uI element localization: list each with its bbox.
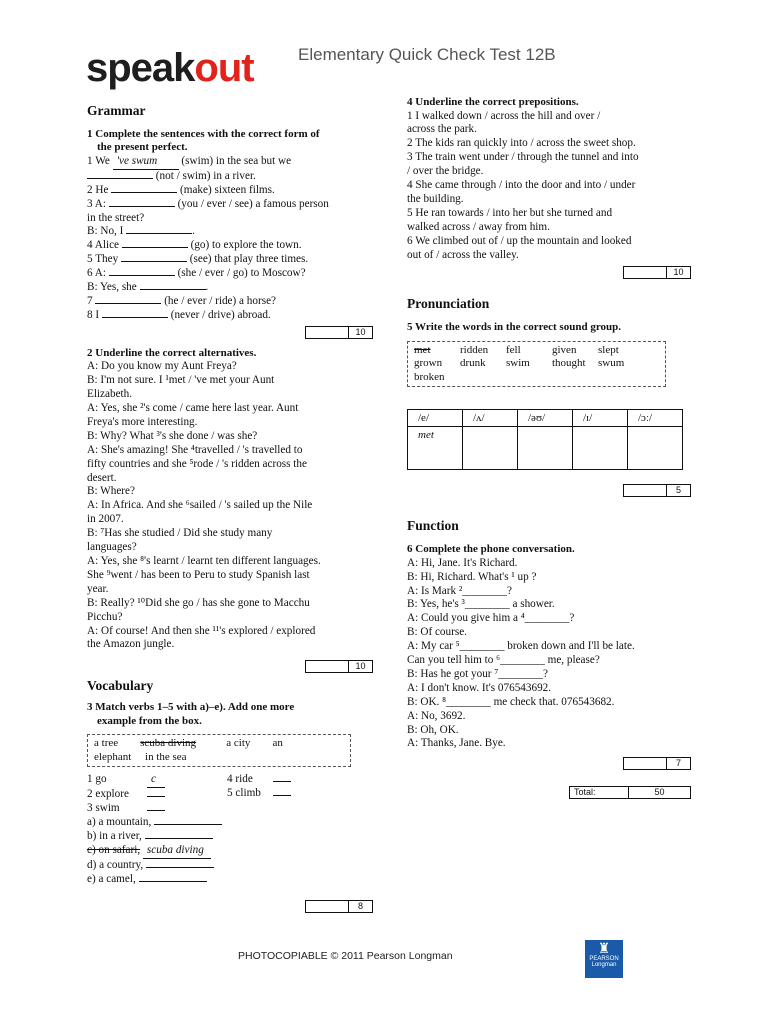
verb-label: 4 ride [227,773,253,786]
ex2-line: A: Of course! And then she ¹¹'s explored / explored [87,624,316,637]
ex3-score: 8 [357,901,363,912]
sound-word: thought [552,357,586,370]
ex6-score-box [623,757,691,770]
ex6-line: A: My car ⁵________ broken down and I'll be late. [407,640,635,653]
line-prefix: 7 [87,294,96,307]
ex4-score: 10 [673,267,684,278]
sound-header: /e/ [408,410,463,427]
ex1-instructions [87,128,372,155]
ex3-instr-b: example from the box. [97,714,202,727]
ex1-score: 10 [355,326,366,337]
ex4-score-box [623,266,691,279]
item-answer: scuba diving [143,844,211,859]
line-prefix: 8 I [87,308,102,321]
verb-answer [273,781,291,782]
right-column [407,96,697,799]
sound-word: drunk [460,357,486,370]
ex2-line: languages? [87,541,137,554]
ex2-line: B: I'm not sure. I ¹met / 've met your Aunt [87,374,275,387]
word-row-3 [414,371,659,385]
sound-table-header [408,410,683,427]
line-prefix: B: Yes, she [87,281,140,294]
ex2-line: Freya's more interesting. [87,415,198,428]
item-label: b) in a river, [87,829,142,842]
ex2-line: A: Do you know my Aunt Freya? [87,360,237,373]
sound-table-row [408,427,683,470]
line-suffix: (go) to explore the town. [187,239,302,252]
ex5-score-box [623,484,691,497]
vocab-item [87,816,372,830]
ex2-line: fifty countries and she ⁵rode / 's ridden across the [87,457,307,470]
line-prefix: 3 A: [87,197,109,210]
logo-out: out [194,46,254,90]
ex2-line: B: Where? [87,485,135,498]
vocabulary-heading: Vocabulary [87,678,154,694]
ex1-line [87,281,372,295]
ex4-line: 4 She came through / into the door and into / under [407,179,636,192]
footer-copyright: PHOTOCOPIABLE © 2011 Pearson Longman [238,950,453,962]
line-prefix: in the street? [87,211,145,224]
line-suffix: (see) that play three times. [186,253,309,266]
item-answer [146,867,214,868]
verbs-list [87,773,372,816]
total-score: 50 [654,787,665,798]
ex4-line: 2 The kids ran quickly into / across the sweet shop. [407,137,636,150]
box-word: in the sea [145,750,187,763]
ex2-line: A: In Africa. And she ⁶sailed / 's sailed up the Nile [87,499,313,512]
ex4-line: 3 The train went under / through the tunnel and into [407,151,639,164]
line-prefix: 2 He [87,183,112,196]
sound-word: ridden [460,343,489,356]
verb-answer [147,810,165,811]
ex6-line: A: I don't know. It's 076543692. [407,681,552,694]
answer-blank [122,247,188,248]
pearson-logo-icon: ♜ [597,940,611,956]
ex2-line: the Amazon jungle. [87,638,175,651]
ex2-line: year. [87,582,109,595]
answer-blank [126,233,192,234]
ex6-line: A: Hi, Jane. It's Richard. [407,556,518,569]
line-prefix: 4 Alice [87,239,122,252]
box-word: a tree [94,737,119,750]
longman-brand: Longman [591,962,617,968]
ex4-line: the building. [407,192,464,205]
sound-word-box [407,341,666,388]
item-answer [139,881,207,882]
ex1-line [87,309,372,323]
line-prefix: B: No, I [87,225,127,238]
box-word: an [272,737,283,750]
verb-label: 2 explore [87,788,129,801]
ex2-line: B: Why? What ³'s she done / was she? [87,429,258,442]
sound-cell: met [408,427,463,470]
verb-label: 3 swim [87,802,120,815]
ex6-line: A: No, 3692. [407,709,466,722]
ex1-line [87,239,372,253]
total-label: Total: [570,787,629,798]
ex1-line [87,155,372,170]
grammar-heading: Grammar [87,103,146,118]
ex6-line: B: Of course. [407,626,467,639]
item-label: a) a mountain, [87,815,152,828]
line-prefix: 5 They [87,253,121,266]
logo-speak: speak [86,46,195,90]
sound-header: /ɔː/ [628,410,683,427]
ex6-line: B: Oh, OK. [407,723,459,736]
pearson-logo [585,940,623,978]
verbs-right [227,773,291,816]
ex2-line: B: ⁷Has she studied / Did she study many [87,527,273,540]
sound-header: /ɪ/ [573,410,628,427]
line-suffix: (make) sixteen films. [177,183,275,196]
line-suffix: (you / ever / see) a famous person [174,197,329,210]
item-label: c) on safari, [87,843,141,856]
sound-word: swum [598,357,625,370]
word-row-2 [414,357,659,371]
ex2-line: A: Yes, she ²'s come / came here last year. Aunt [87,402,299,414]
ex1-instr-b: the present perfect. [97,141,188,154]
sound-word: broken [414,370,445,383]
sound-cell [628,427,683,470]
ex2-score-box [305,660,373,673]
ex1-instr-a: 1 Complete the sentences with the correct form of [87,127,320,140]
ex6-line: B: Hi, Richard. What's ¹ up ? [407,570,537,583]
sound-word: met [414,343,431,356]
verb-answer [273,795,291,796]
line-suffix: . [205,281,209,294]
item-label: d) a country, [87,858,144,871]
verb-answer: c [147,773,165,788]
ex1-score-box [305,326,373,339]
ex2-line: Picchu? [87,610,123,623]
ex4-line: 1 I walked down / across the hill and over / [407,109,601,122]
ex4-line: walked across / away from him. [407,220,550,233]
vocab-word-box [87,734,351,767]
verb-item [87,788,227,802]
verb-item [227,773,291,787]
ex1-line [87,184,372,198]
sound-word: fell [506,343,521,356]
line-suffix: (she / ever / go) to Moscow? [174,267,306,280]
ex1-line [87,225,372,239]
ex6-score: 7 [675,758,681,769]
ex4-instructions: 4 Underline the correct prepositions. [407,96,579,108]
ex2-line: in 2007. [87,513,124,526]
answer-blank [102,317,168,318]
ex6-instructions: 6 Complete the phone conversation. [407,543,575,556]
vocab-item [87,844,372,859]
ex2-line: desert. [87,471,117,484]
ex2-line: She ⁹went / has been to Peru to study Spanish last [87,568,310,581]
ex1-line [87,253,372,267]
ex6-line: B: Yes, he's ³________ a shower. [407,598,555,611]
ex1-line [87,170,372,184]
sound-cell [573,427,628,470]
ex2-line: Elizabeth. [87,388,133,401]
ex6-line: A: Thanks, Jane. Bye. [407,737,506,750]
answer-blank [109,206,175,207]
vocab-items [87,816,372,887]
line-suffix: (swim) in the sea but we [178,154,292,167]
line-prefix: 1 We [87,154,113,167]
ex4-line: out of / across the valley. [407,248,519,261]
sound-word: slept [598,343,619,356]
speakout-logo [86,48,254,88]
answer-blank [87,178,153,179]
function-heading: Function [407,518,459,534]
box-word: elephant [94,750,132,763]
ex5-score: 5 [675,485,681,496]
ex2-line: A: Yes, she ⁸'s learnt / learnt ten different languages. [87,554,321,567]
ex4-line: 6 We climbed out of / up the mountain and looked [407,234,632,247]
line-suffix: . [192,225,195,238]
item-answer [154,824,222,825]
answer-blank [109,275,175,276]
ex5-instructions: 5 Write the words in the correct sound group. [407,321,621,334]
sound-word: swim [506,357,530,370]
pronunciation-heading: Pronunciation [407,296,490,312]
ex4-lines [407,110,697,263]
box-word: a city [226,737,251,750]
ex4-line: across the park. [407,123,477,136]
sound-cell [518,427,573,470]
verbs-left [87,773,227,816]
sound-table [407,409,683,470]
ex2-instructions: 2 Underline the correct alternatives. [87,346,257,359]
total-score-box [569,786,691,799]
answer-blank [111,192,177,193]
ex6-line: B: OK. ⁸________ me check that. 076543682. [407,695,615,708]
left-column [87,104,372,913]
answer-blank [121,261,187,262]
sound-word: given [552,343,577,356]
ex1-lines [87,155,372,323]
ex6-line: B: Has he got your ⁷________? [407,667,548,680]
ex3-instr-a: 3 Match verbs 1–5 with a)–e). Add one more [87,701,295,714]
word-row-1 [414,344,659,358]
ex6-line: Can you tell him to ⁶________ me, please? [407,654,600,667]
ex3-score-box [305,900,373,913]
answer-blank: 've swum [113,155,179,170]
sound-header: /əʊ/ [518,410,573,427]
ex2-line: A: She's amazing! She ⁴travelled / 's travelled to [87,443,303,456]
ex2-lines [87,360,372,652]
ex6-line: A: Could you give him a ⁴________? [407,612,575,625]
box-word-crossed: scuba diving [140,737,197,750]
ex3-instructions [87,701,372,728]
test-title: Elementary Quick Check Test 12B [298,45,556,64]
sound-word: grown [414,357,443,370]
vocab-item [87,830,372,844]
answer-blank [140,289,206,290]
verb-item [87,802,227,816]
item-label: e) a camel, [87,872,136,885]
ex1-line [87,295,372,309]
ex1-line [87,198,372,212]
sound-header: /ʌ/ [463,410,518,427]
ex2-line: B: Really? ¹⁰Did she go / has she gone to Macchu [87,596,310,609]
ex6-lines [407,557,697,752]
line-prefix: 6 A: [87,267,109,280]
line-suffix: (never / drive) abroad. [167,308,271,321]
line-suffix: (not / swim) in a river. [153,169,256,182]
ex4-line: / over the bridge. [407,165,484,178]
item-answer [145,838,213,839]
vocab-item [87,859,372,873]
verb-item [87,773,227,788]
ex1-line [87,212,372,226]
verb-answer [147,796,165,797]
sound-cell [463,427,518,470]
answer-blank [95,303,161,304]
verb-item [227,787,291,801]
verb-label: 5 climb [227,787,261,800]
ex6-line: A: Is Mark ²________? [407,584,512,597]
ex1-line [87,267,372,281]
verb-label: 1 go [87,773,107,786]
pearson-brand: PEARSON [589,956,619,962]
vocab-item [87,873,372,887]
line-suffix: (he / ever / ride) a horse? [161,294,277,307]
ex4-line: 5 He ran towards / into her but she turned and [407,206,613,219]
ex2-score: 10 [355,661,366,672]
